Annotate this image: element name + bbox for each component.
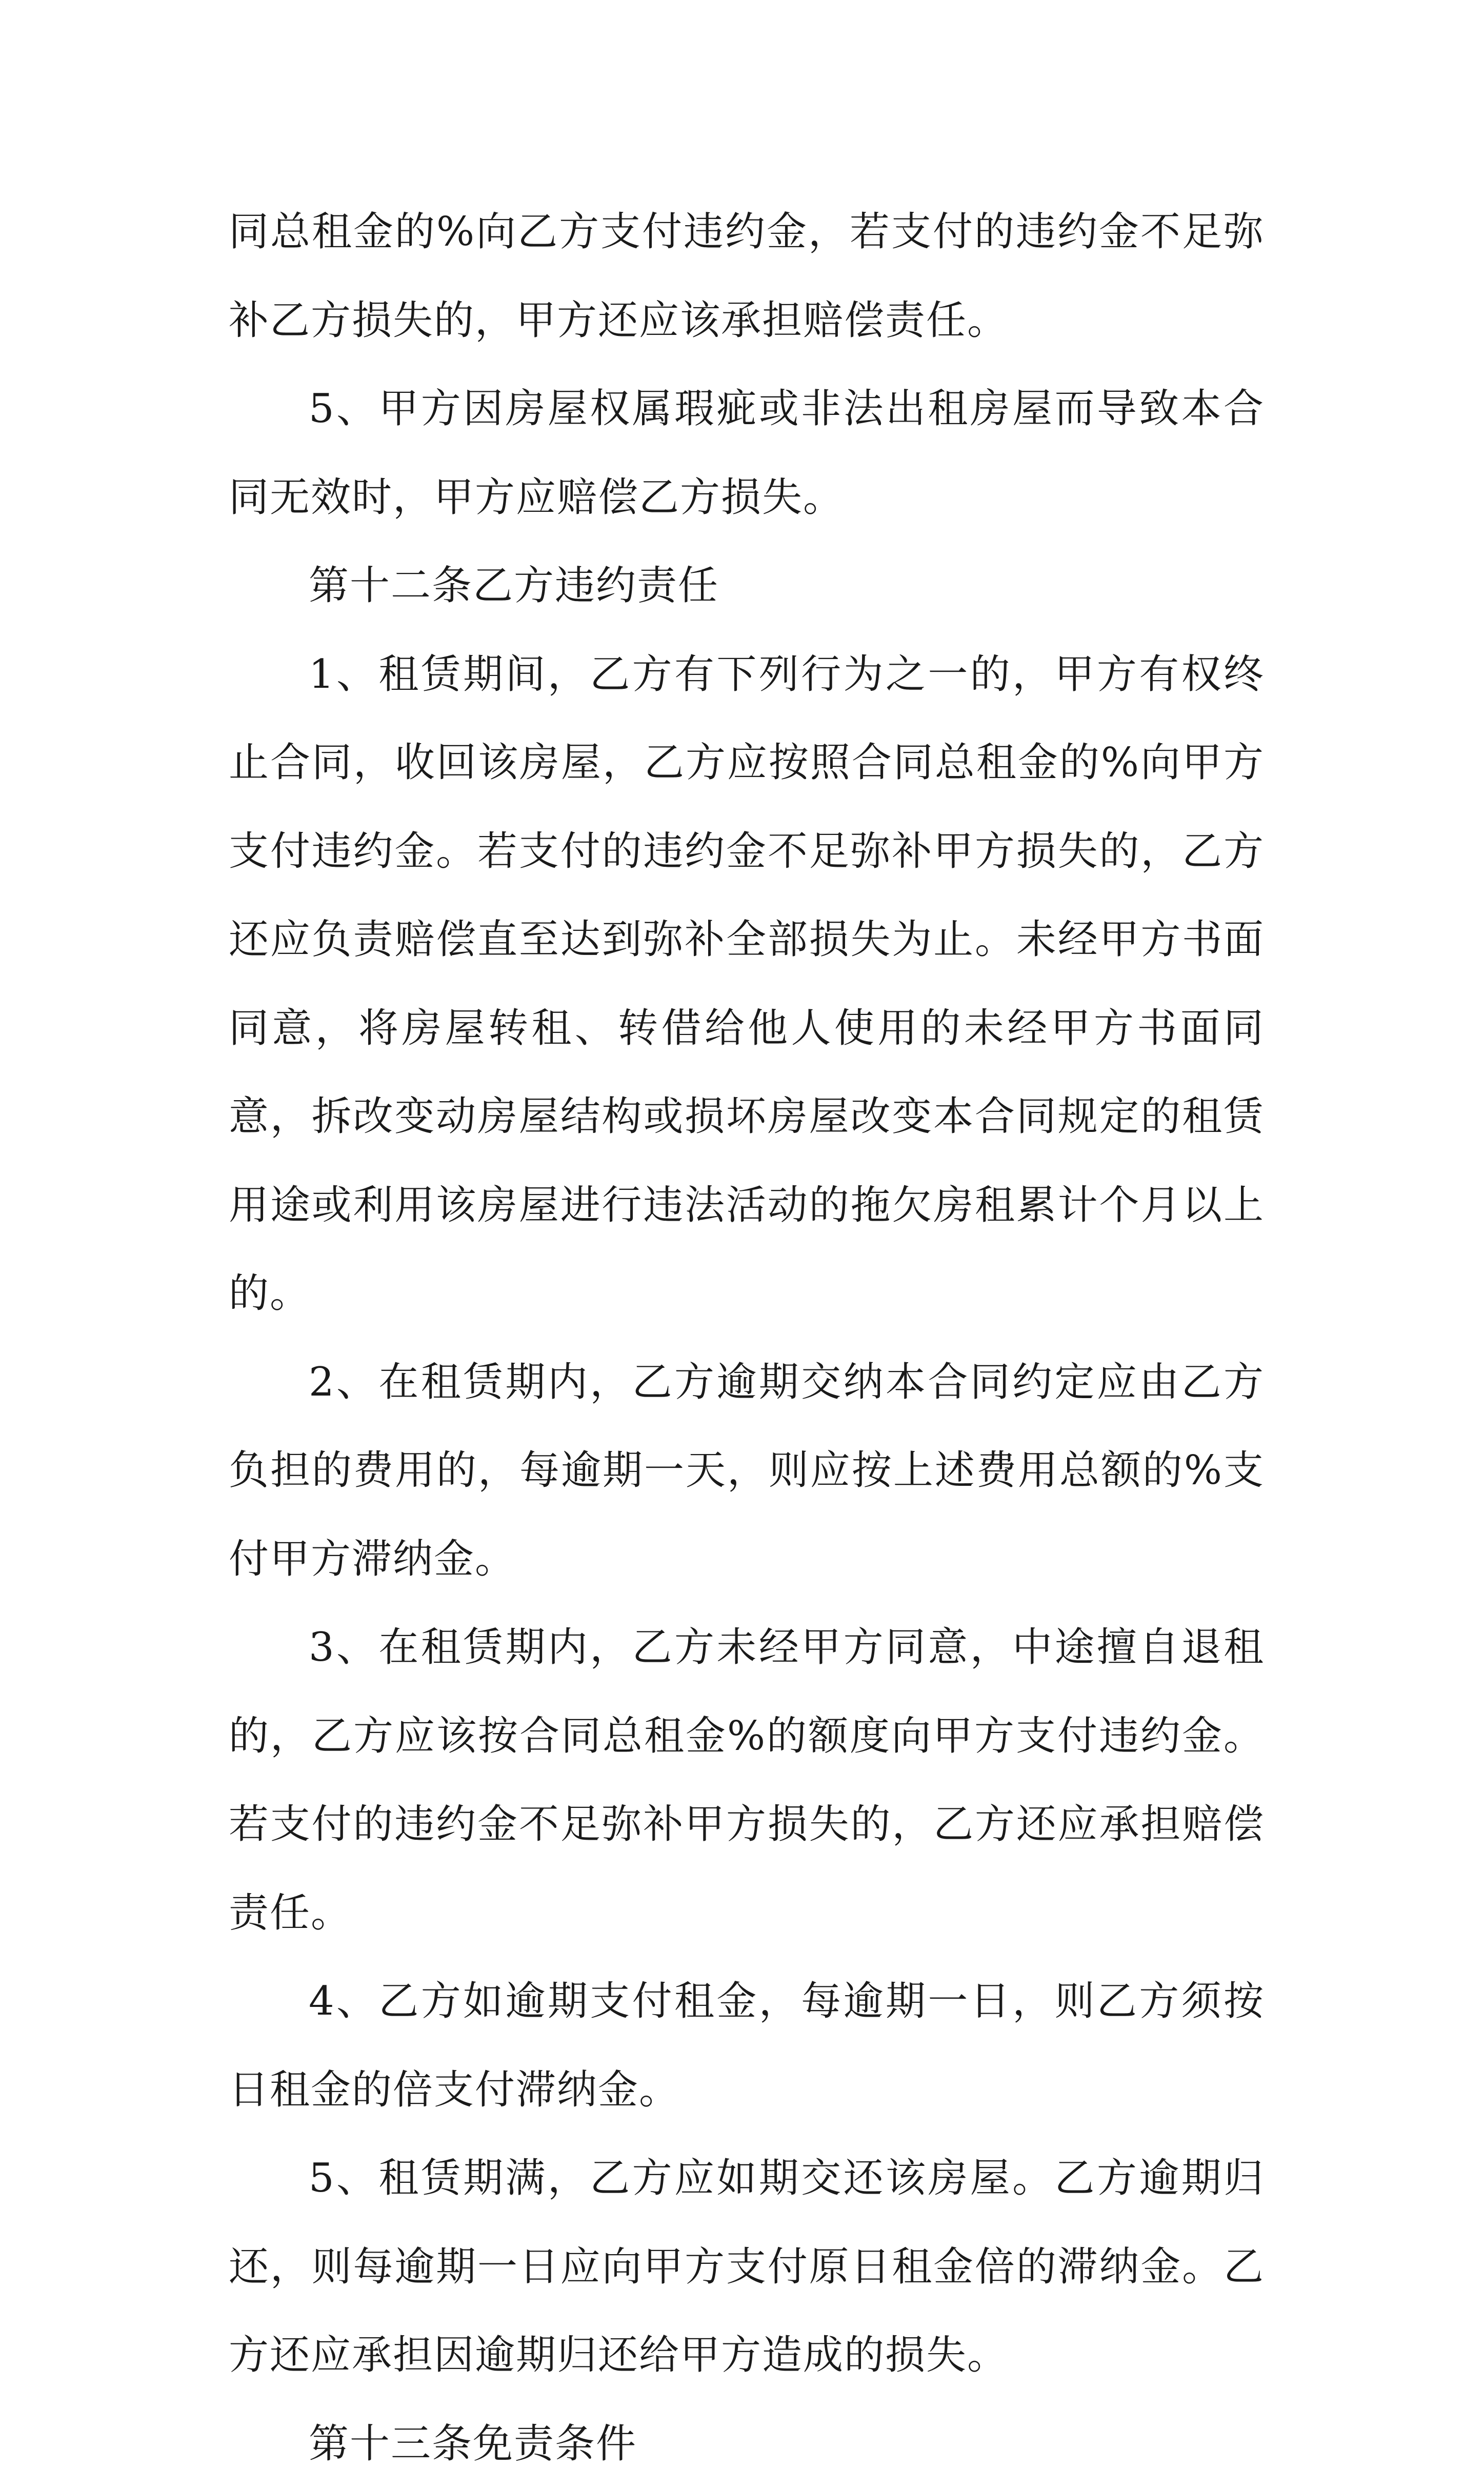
paragraph-lessee-clause-5: 5、租赁期满，乙方应如期交还该房屋。乙方逾期归还，则每逾期一日应向甲方支付原日租金倍的滞纳金。乙方还应承担因逾期归还给甲方造成的损失。 — [229, 2134, 1265, 2400]
paragraph-continued-penalty: 同总租金的%向乙方支付违约金，若支付的违约金不足弥补乙方损失的，甲方还应该承担赔偿责任。 — [229, 188, 1265, 365]
paragraph-lessor-clause-5: 5、甲方因房屋权属瑕疵或非法出租房屋而导致本合同无效时，甲方应赔偿乙方损失。 — [229, 365, 1265, 542]
paragraph-lessee-clause-2: 2、在租赁期内，乙方逾期交纳本合同约定应由乙方负担的费用的，每逾期一天，则应按上述费用总额的%支付甲方滞纳金。 — [229, 1338, 1265, 1604]
paragraph-lessee-clause-4: 4、乙方如逾期支付租金，每逾期一日，则乙方须按日租金的倍支付滞纳金。 — [229, 1957, 1265, 2134]
section-heading-article-13: 第十三条免责条件 — [229, 2400, 1265, 2488]
document-body — [229, 188, 1265, 2488]
section-heading-article-12: 第十二条乙方违约责任 — [229, 542, 1265, 630]
paragraph-lessee-clause-3: 3、在租赁期内，乙方未经甲方同意，中途擅自退租的，乙方应该按合同总租金%的额度向甲方支付违约金。若支付的违约金不足弥补甲方损失的，乙方还应承担赔偿责任。 — [229, 1603, 1265, 1957]
paragraph-lessee-clause-1: 1、租赁期间，乙方有下列行为之一的，甲方有权终止合同，收回该房屋，乙方应按照合同总租金的%向甲方支付违约金。若支付的违约金不足弥补甲方损失的，乙方还应负责赔偿直至达到弥补全部损失为止。未经甲方书面同意，将房屋转租、转借给他人使用的未经甲方书面同意，拆改变动房屋结构或损坏房屋改变本合同规定的租赁用途或利用该房屋进行违法活动的拖欠房租累计个月以上的。 — [229, 630, 1265, 1338]
